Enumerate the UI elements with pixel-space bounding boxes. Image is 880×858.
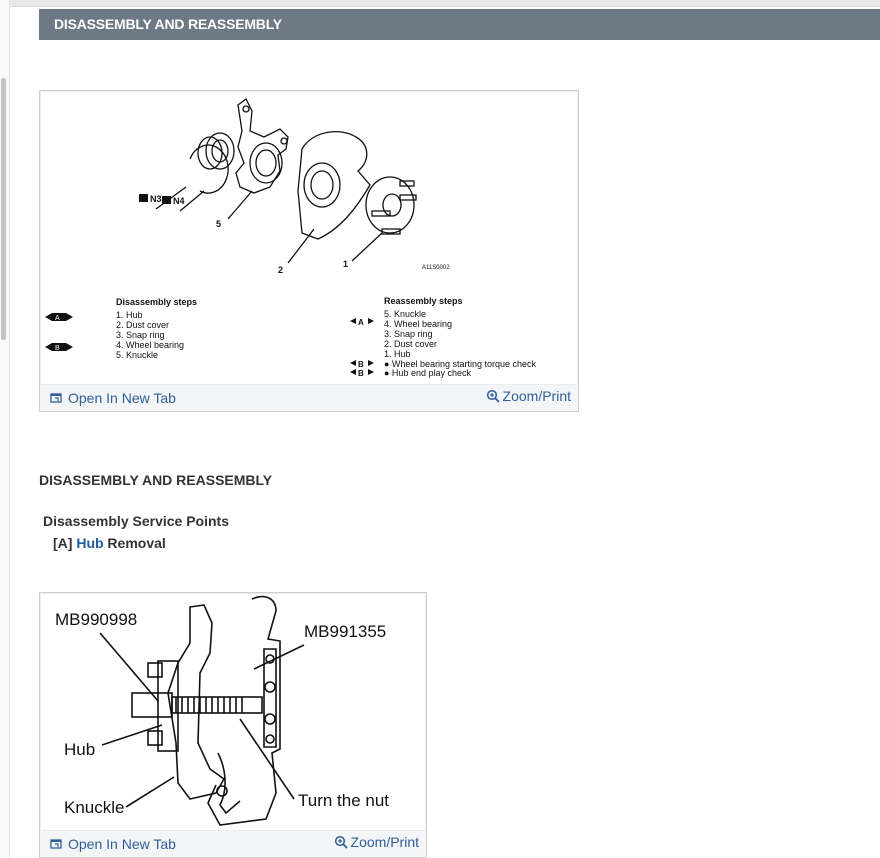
reassembly-step: 1. Hub (384, 349, 411, 359)
part-label: N4 (173, 196, 185, 206)
open-new-tab-icon (50, 392, 62, 404)
image-code: A11S0002 (422, 265, 450, 271)
knuckle-label: Knuckle (64, 798, 125, 817)
disassembly-step: 4. Wheel bearing (116, 340, 185, 350)
svg-text:B: B (358, 360, 364, 369)
reassembly-step: 3. Snap ring (384, 329, 433, 339)
open-in-new-tab-link[interactable] (50, 836, 176, 852)
reassembly-step: 4. Wheel bearing (384, 319, 453, 329)
zoom-print-link[interactable] (334, 834, 419, 850)
figure-toolbar (40, 830, 426, 857)
tool-label-mb991355: MB991355 (304, 622, 387, 641)
zoom-print-label[interactable]: Zoom/Print (350, 834, 419, 850)
exploded-view-figure (39, 90, 579, 412)
service-step-line (53, 535, 166, 551)
open-in-new-tab-label[interactable]: Open In New Tab (68, 836, 176, 852)
exploded-diagram (40, 91, 578, 385)
figure-image (40, 593, 426, 831)
figure-image (40, 91, 578, 385)
reassembly-title: Reassembly steps (384, 296, 463, 306)
zoom-print-link[interactable] (486, 388, 571, 404)
disassembly-step: 2. Dust cover (116, 320, 170, 330)
scrollbar-thumb[interactable] (1, 78, 6, 340)
reassembly-step: 2. Dust cover (384, 339, 438, 349)
reassembly-step: ● Wheel bearing starting torque check (384, 359, 537, 369)
marker-A-left (45, 313, 73, 322)
zoom-print-label[interactable]: Zoom/Print (502, 388, 571, 404)
disassembly-step: 3. Snap ring (116, 330, 165, 340)
service-points-heading: Disassembly Service Points (43, 513, 229, 529)
content-title: DISASSEMBLY AND REASSEMBLY (39, 472, 273, 488)
part-label: 2 (278, 265, 284, 275)
open-in-new-tab-link[interactable] (50, 390, 176, 406)
top-rule (0, 0, 880, 7)
zoom-icon (486, 389, 500, 403)
reassembly-step: ● Hub end play check (384, 368, 471, 378)
figure-toolbar (40, 384, 578, 411)
marker-B-right (350, 360, 374, 369)
tool-label-mb990998: MB990998 (55, 610, 138, 629)
reassembly-step: 5. Knuckle (384, 309, 427, 319)
section-header: DISASSEMBLY AND REASSEMBLY (39, 9, 880, 40)
disassembly-step: 1. Hub (116, 310, 143, 320)
svg-text:A: A (358, 318, 364, 327)
marker-B-left (45, 343, 73, 352)
hub-removal-diagram (40, 593, 426, 831)
step-suffix: Removal (103, 535, 166, 551)
svg-text:B: B (358, 369, 364, 378)
disassembly-step: 5. Knuckle (116, 350, 159, 360)
disassembly-title: Disassembly steps (116, 297, 198, 307)
open-new-tab-icon (50, 838, 62, 850)
hub-removal-figure (39, 592, 427, 858)
hub-label: Hub (64, 740, 96, 759)
zoom-icon (334, 835, 348, 849)
svg-text:B: B (55, 345, 60, 352)
hub-link[interactable]: Hub (76, 535, 104, 551)
marker-A-right (350, 318, 374, 327)
step-prefix: [A] (53, 535, 77, 551)
part-label: 5 (216, 219, 222, 229)
open-in-new-tab-label[interactable]: Open In New Tab (68, 390, 176, 406)
marker-B-right (350, 369, 374, 378)
part-label: N3 (150, 194, 162, 204)
svg-text:A: A (55, 315, 60, 322)
instruction-label: Turn the nut (298, 791, 390, 810)
part-label: 1 (343, 259, 349, 269)
